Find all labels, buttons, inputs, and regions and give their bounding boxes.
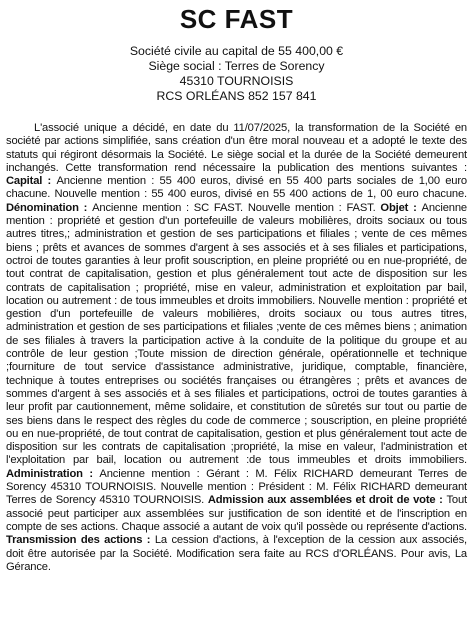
body-text: Ancienne mention : propriété et gestion d'un portefeuille de valeurs mobilières, droits sociaux ou tous autres titres,; administration et gestion de ses participations et filiales ; vente de ces mêmes biens ; prêts et avances de sommes d'argent à ses associés et à ses filiales et participations, octroi de toutes garanties à leur profit souscription, en pleine propriété ou en nue-propriété, de tout contrat de capitalisation, gestion et plus généralement tout acte de disposition sur les contrats de capitalisation ; propriété, mise en valeur, administration et exploitation par bail, location ou autrement : de tous immeubles et droits immobiliers. Nouvelle mention : propriété et gestion d'un portefeuille de valeurs mobilières, droits sociaux ou tous autres titres, administration et gestion de ses participations et filiales ;vente de ces mêmes biens ; animation de ses filiales à travers la participation active à la conduite de la politique du groupe et au contrôle de leur gestion ;Toute mission de direction générale, opérationnelle et technique ;fourniture de tout service d'assistance administrative, juridique, comptable, financière, technique à toutes entreprises ou sociétés françaises ou étrangères ; prêts et avances de sommes d'argent à ses associés et à ses filiales et participations, octroi de toutes garanties à leur profit par cautionnement, même solidaire, et constitution de sûretés sur tout ou partie de ses biens dans le respect des règles du code de commerce ; souscription, en pleine propriété ou en nue-propriété, de tout contrat de capitalisation, gestion et plus généralement tout acte de disposition sur les contrats de capitalisation ;propriété, la mise en valeur, l'administration et l'exploitation par bail, location ou autrement :de tous immeubles et droits immobiliers. [6,201,467,467]
denomination-heading: Dénomination : [6,201,93,214]
body-text: Ancienne mention : 55 400 euros, divisé en 55 400 parts sociales de 1,00 euro chacune. Nouvelle mention : 55 400 euros, divisé en 55 400 actions de 1, 00 euro chacune. [6,175,467,201]
company-rcs: RCS ORLÉANS 852 157 841 [156,89,317,103]
transmission-heading: Transmission des actions : [6,534,155,547]
body-text: Tout associé peut participer aux assemblées sur justification de son identité et de l'inscription en compte de ses actions. Chaque associé a autant de voix qu'il possède ou représente d'actions. [6,494,467,533]
body-text: L'associé unique a décidé, en date du 11/07/2025, la transformation de la Société en société par actions simplifiée, sans création d'un être moral nouveau et a adopté le texte des statuts qui régiront désormais la Société. Le siège social et la durée de la Société demeurent inchangés. Cette transformation rend nécessaire la publication des mentions suivantes : [6,122,467,174]
company-capital: Société civile au capital de 55 400,00 € [129,44,344,58]
company-header [6,44,467,104]
objet-heading: Objet : [380,201,422,214]
body-text: La cession d'actions, à l'exception de la cession aux associés, doit être autorisée par la Société. Modification sera faite au RCS d'ORLÉANS. Pour avis, La Gérance. [6,534,467,573]
notice-body [6,122,467,574]
admission-heading: Admission aux assemblées et droit de vote : [207,494,447,507]
company-city: 45310 TOURNOISIS [179,74,294,88]
administration-heading: Administration : [6,467,100,480]
notice-title: SC FAST [179,4,294,34]
capital-heading: Capital : [6,175,57,188]
company-seat: Siège social : Terres de Sorency [148,59,325,73]
body-text: Ancienne mention : SC FAST. Nouvelle mention : FAST. [92,201,381,214]
body-text: Ancienne mention : Gérant : M. Félix RICHARD demeurant Terres de Sorency 45310 TOURNOISIS. Nouvelle mention : Président : M. Félix RICHARD demeurant Terres de Sorency 45310 TOURNOISIS. [6,467,468,507]
